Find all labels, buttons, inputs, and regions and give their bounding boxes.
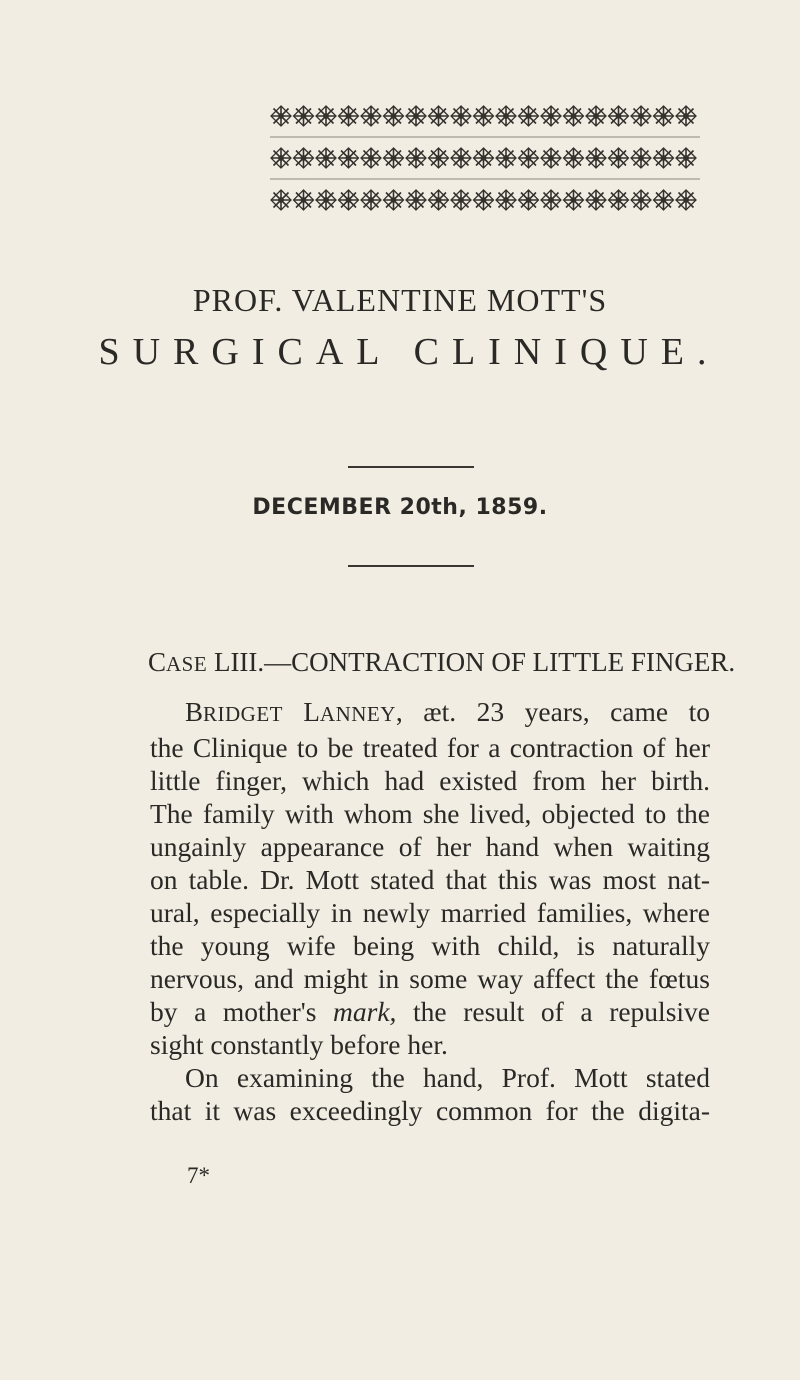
star-motif: [541, 148, 561, 168]
star-motif: [294, 106, 314, 126]
article-body: [150, 695, 710, 1127]
star-motif: [654, 190, 674, 210]
date-line: DECEMBER 20th, 1859.: [252, 495, 548, 520]
star-motif: [474, 190, 494, 210]
star-motif: [631, 148, 651, 168]
line-text: the result of a repulsive: [396, 996, 710, 1027]
star-motif: [519, 148, 539, 168]
star-motif: [631, 106, 651, 126]
star-motif: [406, 148, 426, 168]
paragraph-line: [150, 995, 710, 1028]
star-motif: [541, 106, 561, 126]
star-motif: [676, 190, 696, 210]
star-motif: [384, 190, 404, 210]
star-motif: [339, 148, 359, 168]
star-motif: [586, 106, 606, 126]
star-motif: [609, 190, 629, 210]
italic-word: mark,: [333, 996, 397, 1027]
paragraph-line: nervous, and might in some way affect the fœtus: [150, 963, 710, 994]
star-motif: [631, 190, 651, 210]
star-motif: [316, 190, 336, 210]
line-text: , æt. 23 years, came to: [395, 696, 710, 727]
star-motif: [519, 190, 539, 210]
star-motif: [316, 106, 336, 126]
paragraph-line: On examining the hand, Prof. Mott stated: [185, 1062, 710, 1093]
paragraph-line: that it was exceedingly common for the digita-: [150, 1095, 710, 1126]
star-motif: [429, 106, 449, 126]
line-text: by a mother's: [150, 996, 334, 1027]
surname-initial: L: [283, 697, 320, 727]
star-motif: [361, 106, 381, 126]
star-motif: [586, 190, 606, 210]
star-motif: [586, 148, 606, 168]
paragraph-line: on table. Dr. Mott stated that this was most nat-: [150, 864, 710, 895]
star-motif: [429, 148, 449, 168]
divider-top: [348, 466, 474, 468]
decorative-star-border: [270, 100, 700, 216]
paragraph-line: ural, especially in newly married families, where: [150, 897, 710, 928]
paragraph-line: ungainly appearance of her hand when waiting: [150, 831, 710, 862]
star-motif: [294, 148, 314, 168]
paragraph-line: sight constantly before her.: [150, 1029, 448, 1060]
case-prefix-rest: ASE: [166, 652, 208, 676]
star-motif: [519, 106, 539, 126]
star-motif: [564, 190, 584, 210]
case-title: LIII.—CONTRACTION OF LITTLE FINGER.: [207, 647, 736, 677]
star-motif: [654, 148, 674, 168]
star-motif: [609, 106, 629, 126]
paragraph-line: The family with whom she lived, objected to the: [150, 798, 710, 829]
title-line-1: PROF. VALENTINE MOTT'S: [192, 282, 608, 318]
star-motif: [474, 148, 494, 168]
case-prefix-initial: C: [148, 647, 167, 677]
star-motif: [496, 190, 516, 210]
star-motif: [384, 106, 404, 126]
star-motif: [451, 190, 471, 210]
star-motif: [384, 148, 404, 168]
star-motif: [496, 148, 516, 168]
star-motif: [676, 148, 696, 168]
star-motif: [361, 148, 381, 168]
star-motif: [339, 106, 359, 126]
star-motif: [609, 148, 629, 168]
divider-bottom: [348, 565, 474, 567]
star-motif: [676, 106, 696, 126]
star-motif: [654, 106, 674, 126]
paragraph-line: the young wife being with child, is naturally: [150, 930, 710, 961]
star-motif: [271, 190, 291, 210]
name-rest: RIDGET: [203, 702, 284, 726]
paragraph-line: [150, 695, 710, 731]
star-motif: [429, 190, 449, 210]
star-motif: [496, 106, 516, 126]
title-line-2: SURGICAL CLINIQUE.: [98, 331, 720, 373]
star-motif: [271, 148, 291, 168]
paragraph-line: the Clinique to be treated for a contraction of her: [150, 732, 710, 763]
star-motif: [406, 106, 426, 126]
paragraph-line: little finger, which had existed from her birth.: [150, 765, 710, 796]
star-motif: [316, 148, 336, 168]
name-initial: B: [185, 697, 204, 727]
star-motif: [541, 190, 561, 210]
star-motif: [451, 148, 471, 168]
case-heading: [148, 647, 748, 678]
star-motif: [451, 106, 471, 126]
star-motif: [474, 106, 494, 126]
star-motif: [361, 190, 381, 210]
star-motif: [564, 106, 584, 126]
surname-rest: ANNEY: [319, 702, 396, 726]
signature-mark: 7*: [187, 1163, 210, 1188]
star-motif: [564, 148, 584, 168]
star-motif: [271, 106, 291, 126]
star-motif: [294, 190, 314, 210]
star-motif: [406, 190, 426, 210]
star-motif: [339, 190, 359, 210]
